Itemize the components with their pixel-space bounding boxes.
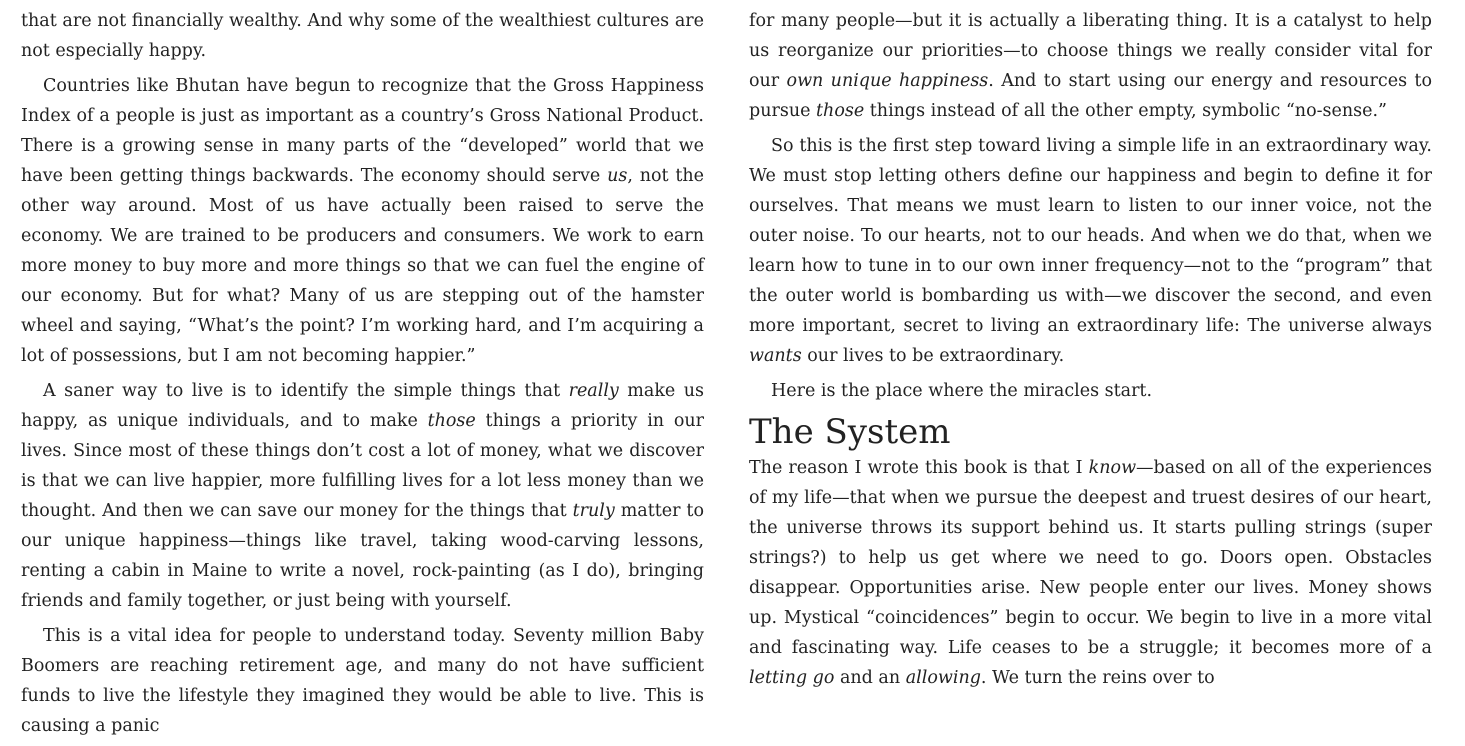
italic-text: really <box>568 381 619 401</box>
text-segment: and an <box>834 668 906 688</box>
paragraph <box>21 621 704 741</box>
text-segment: So this is the first step toward living a simple life in an extraordinary way. We must stop letting others define our happiness and begin to define it for ourselves. That means we must learn to listen to our inner voice, not the outer noise. To our hearts, not to our heads. And when we do that, when we learn how to tune in to our own inner frequency—not to the “program” that the outer world is bombarding us with—we discover the second, and even more important, secret to living an extraordinary life: The universe always <box>749 136 1432 336</box>
text-segment: . We turn the reins over to <box>980 668 1215 688</box>
left-column <box>21 6 704 746</box>
italic-text: those <box>816 101 865 121</box>
text-segment: A saner way to live is to identify the simple things that <box>43 381 569 401</box>
right-column-bottom-paragraphs <box>749 453 1432 693</box>
text-segment: that are not financially wealthy. And why some of the wealthiest cultures are not especially happy. <box>21 11 704 61</box>
text-segment: things a priority in our lives. Since most of these things don’t cost a lot of money, what we discover is that we can live happier, more fulfilling lives for a lot less money than we thought. And then we can save our money for the things that <box>21 411 704 521</box>
italic-text: wants <box>749 346 802 366</box>
text-segment: make us happy, as unique individuals, and to make <box>21 381 704 431</box>
right-column <box>749 6 1432 698</box>
paragraph <box>21 71 704 371</box>
paragraph <box>749 376 1432 406</box>
italic-text: allowing <box>905 668 981 688</box>
text-segment: The reason I wrote this book is that I <box>749 458 1089 478</box>
text-segment: , not the other way around. Most of us have actually been raised to serve the economy. We are trained to be producers and consumers. We work to earn more money to buy more and more things so that we can fuel the engine of our economy. But for what? Many of us are stepping out of the hamster wheel and saying, “What’s the point? I’m working hard, and I’m acquiring a lot of possessions, but I am not becoming happier.” <box>21 166 704 366</box>
italic-text: own unique happiness <box>786 71 989 91</box>
italic-text: us <box>607 166 628 186</box>
right-column-top-paragraphs <box>749 6 1432 406</box>
text-segment: our lives to be extraordinary. <box>801 346 1065 366</box>
text-segment: —based on all of the experiences of my life—that when we pursue the deepest and truest desires of our heart, the universe throws its support behind us. It starts pulling strings (super strings?) to help us get where we need to go. Doors open. Obstacles disappear. Opportunities arise. New people enter our lives. Money shows up. Mystical “coincidences” begin to occur. We begin to live in a more vital and fascinating way. Life ceases to be a struggle; it becomes more of a <box>749 458 1433 658</box>
italic-text: letting go <box>749 668 835 688</box>
section-heading: The System <box>749 412 951 452</box>
text-segment: things instead of all the other empty, symbolic “no-sense.” <box>864 101 1387 121</box>
text-segment: . And to start using our energy and resources to pursue <box>749 71 1432 121</box>
paragraph <box>749 453 1432 693</box>
paragraph <box>21 376 704 616</box>
text-segment: This is a vital idea for people to understand today. Seventy million Baby Boomers are reaching retirement age, and many do not have sufficient funds to live the lifestyle they imagined they would be able to live. This is causing a panic <box>21 626 704 736</box>
italic-text: know <box>1088 458 1137 478</box>
text-segment: matter to our unique happiness—things like travel, taking wood-carving lessons, renting a cabin in Maine to write a novel, rock-painting (as I do), bringing friends and family together, or just being with yourself. <box>21 501 705 611</box>
text-segment: Here is the place where the miracles start. <box>771 381 1153 401</box>
paragraph <box>749 6 1432 126</box>
italic-text: those <box>427 411 476 431</box>
text-segment: for many people—but it is actually a liberating thing. It is a catalyst to help us reorganize our priorities—to choose things we really consider vital for our <box>749 11 1432 91</box>
italic-text: truly <box>572 501 615 521</box>
paragraph <box>21 6 704 66</box>
paragraph <box>749 131 1432 371</box>
text-segment: Countries like Bhutan have begun to recognize that the Gross Happiness Index of a people is just as important as a country’s Gross National Product. There is a growing sense in many parts of the “developed” world that we have been getting things backwards. The economy should serve <box>21 76 704 186</box>
